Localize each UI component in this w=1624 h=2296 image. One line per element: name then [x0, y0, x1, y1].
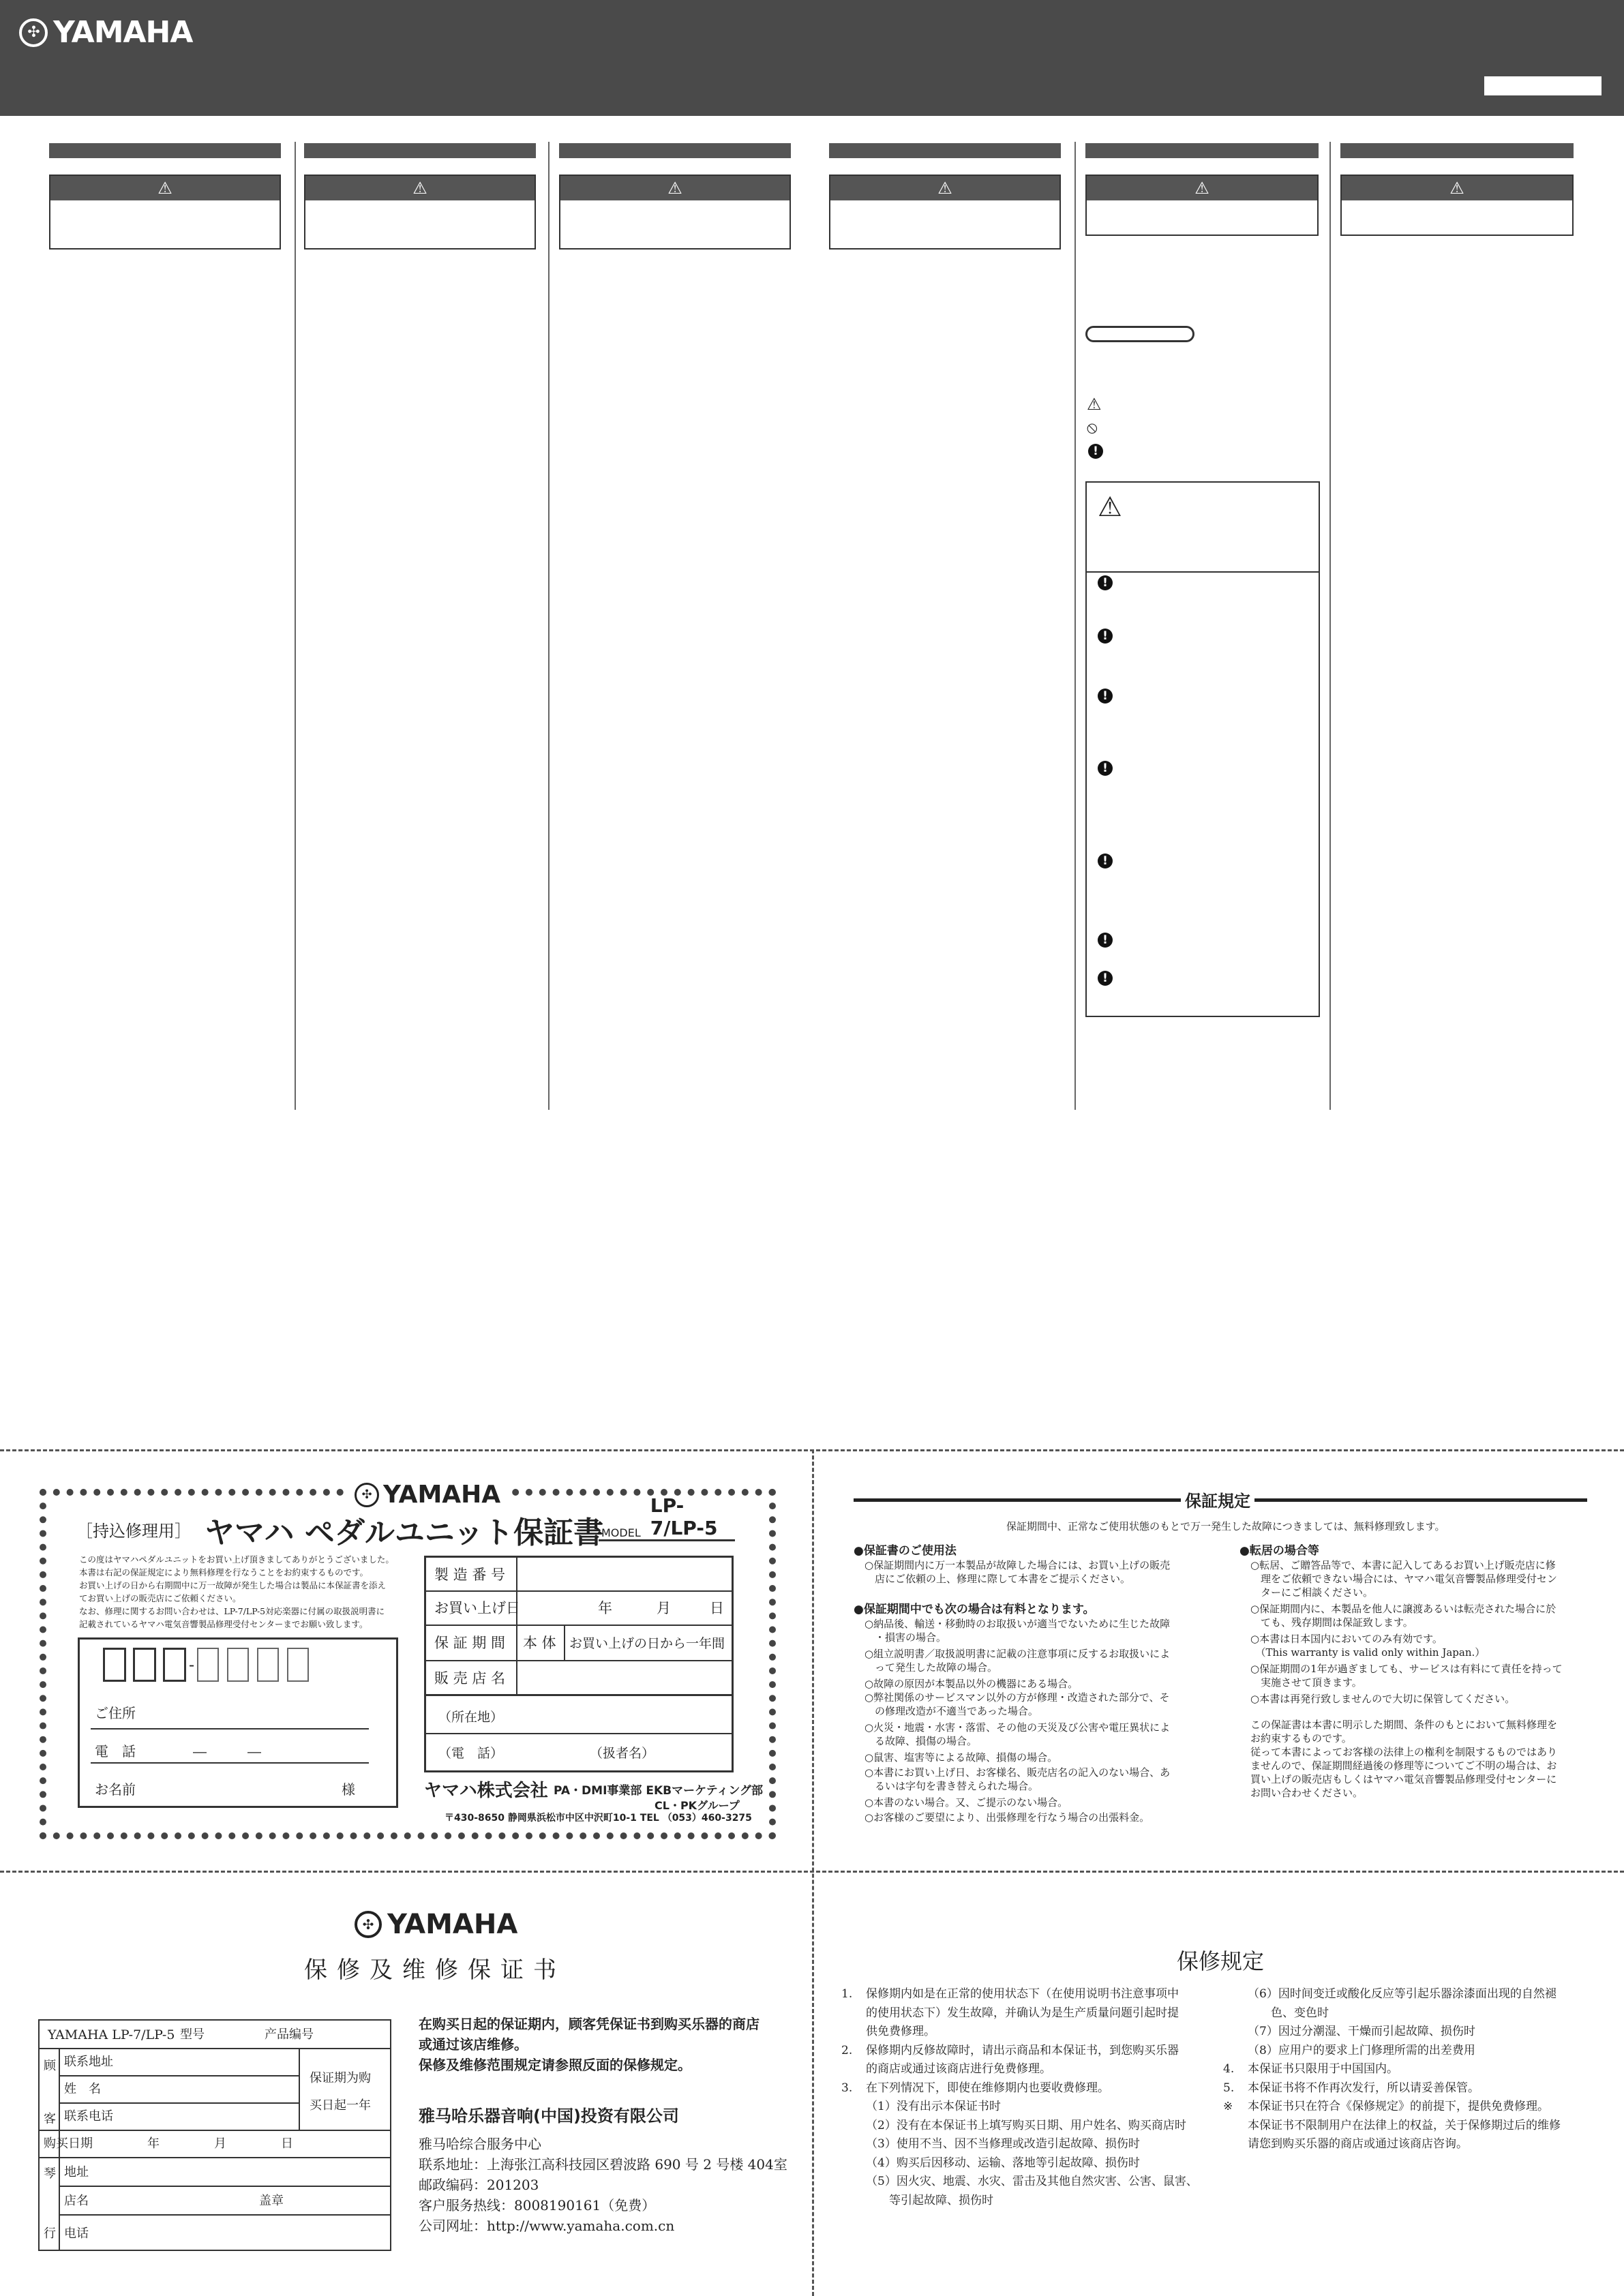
rounded-label-box	[1085, 326, 1194, 342]
rule-item: ○故障の原因が本製品以外の機器にある場合。	[864, 1678, 1079, 1690]
postal-digit-box[interactable]	[227, 1648, 249, 1682]
cn-brand-model: YAMAHA LP-7/LP-5	[48, 2027, 175, 2042]
caution-panel-header	[1087, 483, 1319, 573]
rule-item: ○保証期間の1年が過ぎましても、サービスは有料にて責任を持って 実施させて頂きます。	[1250, 1663, 1563, 1689]
caution-panel	[1085, 481, 1320, 1017]
cn-notice: 在购买日起的保证期内，顾客凭保证书到购买乐器的商店 或通过该店维修。 保修及维修范围规定请参照反面的保修规定。	[419, 2016, 760, 2073]
cn-rules-title: 保修规定	[1177, 1948, 1265, 1974]
prohibit-icon: ⦸	[1087, 418, 1098, 437]
warning-icon: ⚠	[50, 176, 280, 200]
column-3-header-bar	[559, 143, 791, 158]
column-4-warning-box	[829, 175, 1061, 250]
card-yamaha-logo: ✣ YAMAHA	[348, 1481, 507, 1509]
mandatory-icon: !	[1098, 689, 1113, 704]
cn-hotline: 客户服务热线：8008190161（免费）	[419, 2197, 656, 2214]
warranty-info-table: 製 造 番 号 お買い上げ日 年 月 日 保 証 期 間 本 体 お買い上げの日から一年間 販 売 店 名	[424, 1556, 734, 1696]
postal-digit-box[interactable]	[287, 1648, 309, 1682]
postal-digit-box[interactable]	[133, 1648, 156, 1682]
customer-info-box	[78, 1637, 398, 1808]
name-suffix: 様	[342, 1781, 355, 1798]
yamaha-logo: ✣ YAMAHA	[19, 15, 192, 50]
mandatory-icon: !	[1098, 575, 1113, 590]
mandatory-icon: !	[1098, 854, 1113, 868]
name-label: お名前	[95, 1781, 136, 1798]
section-relocation-title: ●転居の場合等	[1239, 1544, 1319, 1558]
yamaha-emblem-icon: ✣	[19, 18, 48, 47]
mandatory-icon: !	[1098, 971, 1113, 986]
warning-icon: ⚠	[1342, 176, 1572, 200]
rules-closing: この保証書は本書に明示した期間、条件のもとにおいて無料修理を お約束するものです。 従って本書によってお客様の法律上の権利を制限するものではあり ませんので、保証期間経過後の修理等についてご不明の場合は、お 買い上げの販売店もしくはヤマハ電気音響製品修理受付センターに お問い合わせください。	[1250, 1719, 1558, 1799]
dealer-phone-label: （電 話）	[438, 1745, 504, 1761]
rule-item: ○組立説明書／取扱説明書に記載の注意事項に反するお取扱いによ って発生した故障の場合。	[864, 1648, 1171, 1674]
rule-item: ○納品後、輸送・移動時のお取扱いが適当でないために生じた故障 ・損害の場合。	[864, 1618, 1171, 1644]
company-name: ヤマハ株式会社	[424, 1781, 548, 1801]
cn-purchase-date-label: 购买日期	[44, 2136, 93, 2151]
warranty-title: ヤマハ ペダルユニット保証書	[205, 1515, 604, 1550]
rule-item: ○お客様のご要望により、出張修理を行なう場合の出張料金。	[864, 1811, 1150, 1824]
rules-subtitle: 保証期間中、正常なご使用状態のもとで万一発生した故障につきましては、無料修理致します。	[1006, 1520, 1445, 1532]
top-header-bar	[0, 0, 1624, 116]
section-paid-title: ●保証期間中でも次の場合は有料となります。	[854, 1603, 1095, 1616]
column-6-warning-box	[1340, 175, 1574, 236]
rule-item: ○本書のない場合。又、ご提示のない場合。	[864, 1796, 1068, 1809]
column-1-warning-box	[49, 175, 281, 250]
column-5-warning-box	[1085, 175, 1319, 236]
rule-item: ○鼠害、塩害等による故障、損傷の場合。	[864, 1751, 1058, 1764]
cn-seal-label: 盖章	[259, 2194, 284, 2208]
section-usage-title: ●保証書のご使用法	[854, 1544, 957, 1558]
cn-serial-label: 产品编号	[265, 2027, 314, 2042]
cn-rules-right: （6）因时间变迁或酸化反应等引起乐器涂漆面出现的自然褪 色、变色时 （7）因过分潮湿、干燥而引起故障、损伤时 （8）应用户的要求上门修理所需的出差费用 4. 本保证书只限用于中国国内。 5. 本保证书将不作再次发行，所以请妥善保管。 ※ 本保证书只在符合《保修规定》的前提下，提供免费修理。 本保证书不限制用户在法律上的权益，关于保修期过后的维修 请您到购买乐器的商店或通过该商店咨询。	[1223, 1987, 1561, 2151]
purchase-date-label: お買い上げ日	[434, 1600, 520, 1616]
cn-card-title: 保修及维修保证书	[304, 1957, 566, 1984]
column-divider	[295, 142, 296, 1110]
warranty-period-label: 保 証 期 間	[434, 1635, 506, 1651]
yamaha-emblem-icon: ✣	[355, 1483, 379, 1507]
model-value: LP-7/LP-5	[650, 1494, 718, 1539]
rule-item: ○本書は再発行致しませんので大切に保管してください。	[1250, 1693, 1516, 1705]
warning-icon: ⚠	[1087, 395, 1102, 414]
model-label: MODEL	[601, 1526, 641, 1539]
company-division: PA・DMI事業部 EKBマーケティング部	[554, 1784, 764, 1798]
model-field	[599, 1494, 735, 1541]
dealer-person-label: （扱者名）	[590, 1745, 655, 1761]
warranty-intro: この度はヤマハペダルユニットをお買い上げ頂きましてありがとうございました。 本書は右記の保証規定により無料修理を行なうことをお約束するものです。 お買い上げの日から右期間中に万一故障が発生した場合は製品に本保証書を添え てお買い上げの販売店にご依頼ください。 なお、修理に関するお問い合わせは、LP-7/LP-5対応楽器に付属の取扱説明書に 記載されているヤマハ電気音響製品修理受付センターまでお願い致します。	[79, 1554, 394, 1629]
company-address: 〒430-8650 静岡県浜松市中区中沢町10-1 TEL （053）460-3275	[445, 1813, 752, 1824]
column-3-warning-box	[559, 175, 791, 250]
warning-icon: ⚠	[1087, 176, 1317, 200]
language-label-box	[1484, 76, 1602, 95]
cn-contact-phone-label: 联系电话	[64, 2109, 113, 2124]
period-value: お買い上げの日から一年間	[569, 1635, 725, 1651]
cn-name-label: 姓 名	[64, 2082, 101, 2096]
warning-icon: ⚠	[1098, 492, 1122, 523]
cn-contact-block	[419, 2134, 787, 2236]
postal-code-boxes: -	[103, 1648, 317, 1682]
column-divider	[1329, 142, 1331, 1110]
column-6-header-bar	[1340, 143, 1574, 158]
rule-item: ○保証期間内に、本製品を他人に譲渡あるいは転売された場合に於 ても、残存期間は保証致します。	[1250, 1603, 1557, 1629]
rule-item: ○弊社関係のサービスマン以外の方が修理・改造された部分で、そ の修理改造が不適当であった場合。	[864, 1691, 1170, 1717]
rule-item: ○本書にお買い上げ日、お客様名、販売店名の記入のない場合、あ るいは字句を書き替えられた場合。	[864, 1766, 1171, 1792]
rule-item: ○保証期間内に万一本製品が故障した場合には、お買い上げの販売 店にご依頼の上、修理に際して本書をご提示ください。	[864, 1559, 1171, 1585]
cn-company-name: 雅马哈乐器音响(中国)投资有限公司	[419, 2106, 679, 2126]
rule-item: ○本書は日本国内においてのみ有効です。 （This warranty is valid only within Japan.）	[1250, 1633, 1486, 1659]
address-label: ご住所	[95, 1705, 136, 1721]
cn-address-line: 联系地址：上海张江高科技园区碧波路 690 号 2 号楼 404室	[419, 2156, 787, 2173]
postal-digit-box[interactable]	[197, 1648, 219, 1682]
cn-warranty-period-2: 买日起一年	[310, 2098, 371, 2113]
cn-contact-address-label: 联系地址	[64, 2055, 113, 2069]
postal-digit-box[interactable]	[257, 1648, 279, 1682]
address-line[interactable]	[91, 1728, 369, 1729]
serial-label: 製 造 番 号	[434, 1567, 506, 1583]
mandatory-icon: !	[1098, 761, 1113, 776]
cn-warranty-table: YAMAHA LP-7/LP-5 型号 产品编号 顾 客 联系地址 姓 名 联系电话 保证期为购 买日起一年 购买日期 年 月 日 琴 行 地址 店名 盖章 电话	[38, 2019, 391, 2251]
dealer-address-label: （所在地）	[438, 1709, 504, 1725]
rule-item: ○転居、ご贈答品等で、本書に記入してあるお買い上げ販売店に修 理をご依頼できない場合には、ヤマハ電気音響製品修理受付セン ターにご相談ください。	[1250, 1559, 1557, 1599]
cn-postcode: 邮政编码：201203	[419, 2177, 539, 2193]
column-2-warning-box	[304, 175, 536, 250]
repair-tag: ［持込修理用］	[76, 1522, 191, 1541]
cn-warranty-period-1: 保证期为购	[310, 2071, 371, 2085]
postal-digit-box[interactable]	[163, 1648, 186, 1682]
rules-title: 保証規定	[1185, 1492, 1250, 1511]
company-group: CL・PKグループ	[655, 1799, 740, 1812]
phone-label: 電 話	[95, 1743, 136, 1759]
column-5-header-bar	[1085, 143, 1319, 158]
warning-icon: ⚠	[305, 176, 535, 200]
cn-yamaha-logo: ✣ YAMAHA	[355, 1909, 517, 1940]
column-2-header-bar	[304, 143, 536, 158]
phone-line[interactable]	[91, 1762, 369, 1764]
phone-dashes: ― ―	[193, 1743, 261, 1759]
cut-line-vertical	[812, 1449, 814, 2296]
rules-title-line-right	[1254, 1498, 1587, 1502]
column-divider	[1074, 142, 1076, 1110]
warning-icon: ⚠	[830, 176, 1059, 200]
cn-dealer-phone-label: 电话	[64, 2226, 89, 2241]
mandatory-icon: !	[1088, 444, 1103, 459]
cn-dealer-name-label: 店名	[64, 2194, 89, 2208]
column-1-header-bar	[49, 143, 281, 158]
cn-website[interactable]: 公司网址：http://www.yamaha.com.cn	[419, 2218, 675, 2234]
column-divider	[548, 142, 550, 1110]
mandatory-icon: !	[1098, 629, 1113, 644]
postal-digit-box[interactable]	[103, 1648, 126, 1682]
rules-title-line-left	[854, 1498, 1181, 1502]
warning-icon: ⚠	[560, 176, 790, 200]
unit-label: 本 体	[523, 1635, 556, 1651]
mandatory-icon: !	[1098, 933, 1113, 948]
dealer-info-box	[424, 1696, 734, 1772]
rule-item: ○火災・地震・水害・落雷、その他の天災及び公害や電圧異状によ る故障、損傷の場合。	[864, 1721, 1171, 1747]
yamaha-emblem-icon: ✣	[355, 1911, 382, 1938]
cn-rules-left: 1. 保修期内如是在正常的使用状态下（在使用说明书注意事项中 的使用状态下）发生故障，并确认为是生产质量问题引起时提 供免费修理。 2. 保修期内反修故障时，请出示商品和本保证书，到您购买乐器 的商店或通过该商店进行免费修理。 3. 在下列情况下，即使在维修期内也要收费修理。 （1）没有出示本保证书时 （2）没有在本保证书上填写购买日期、用户姓名、购买商店时 （3）使用不当、因不当修理或改造引起故障、损伤时 （4）购买后因移动、运输、落地等引起故障、损伤时 （5）因火灾、地震、水灾、雷击及其他自然灾害、公害、鼠害、 等引起故障、损伤时	[841, 1987, 1198, 2207]
cn-model-label: 型号	[180, 2027, 205, 2042]
dealer-label: 販 売 店 名	[434, 1670, 506, 1687]
cn-dealer-address-label: 地址	[64, 2165, 89, 2179]
column-4-header-bar	[829, 143, 1061, 158]
cn-service-center: 雅马哈综合服务中心	[419, 2136, 541, 2152]
